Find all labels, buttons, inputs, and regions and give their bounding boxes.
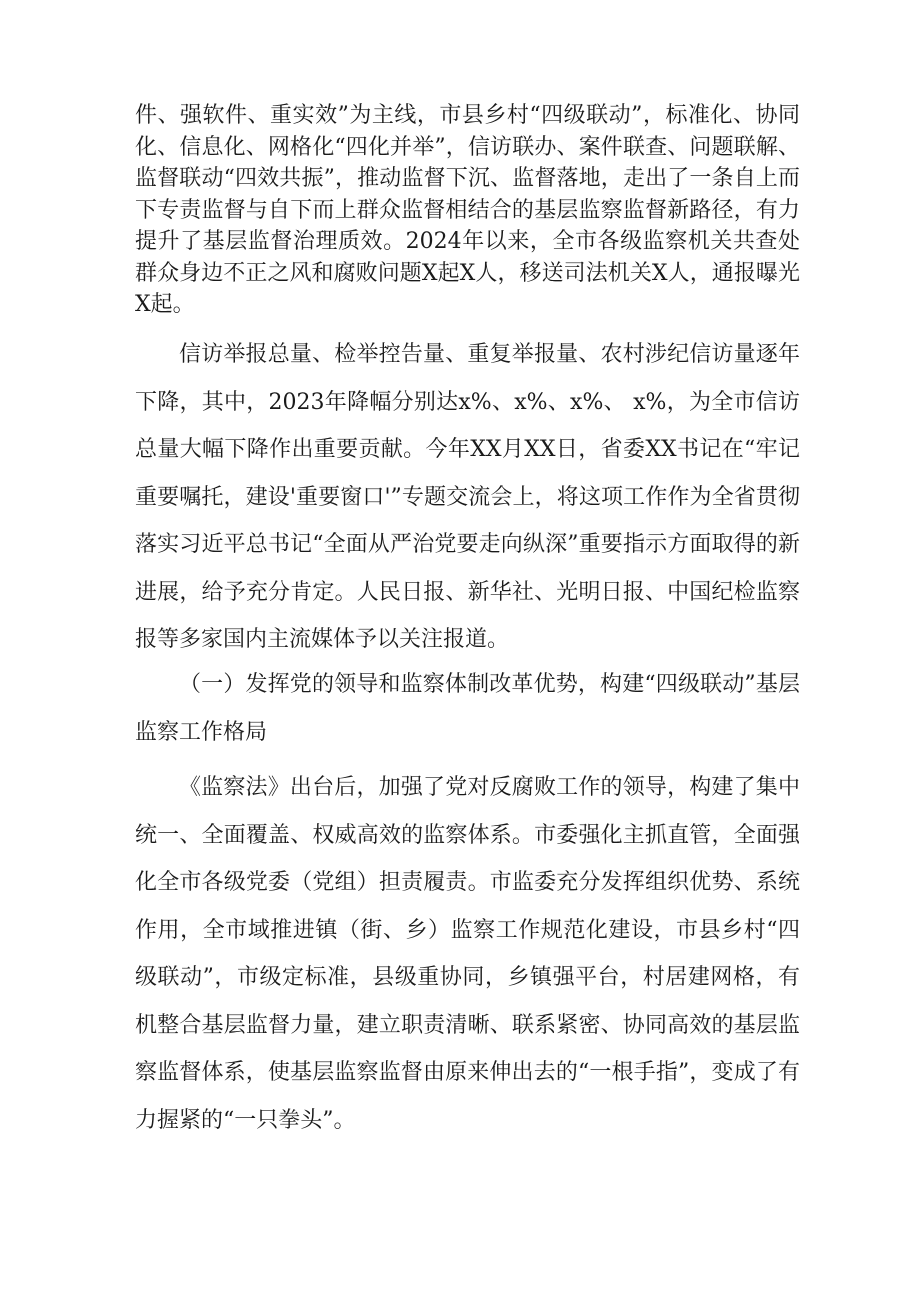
paragraph-continued-intro: 件、强软件、重实效”为主线，市县乡村“四级联动”，标准化、协同化、信息化、网格化“四化并举”，信访联办、案件联查、问题联解、监督联动“四效共振”，推动监督下沉、监督落地，走出了一条自上而下专责监督与自下而上群众监督相结合的基层监察监督新路径，有力提升了基层监督治理质效。2024年以来，全市各级监察机关共查处群众身边不正之风和腐败问题X起X人，移送司法机关X人，通报曝光X起。 (135, 103, 800, 317)
paragraph-supervision-law: 《监察法》出台后，加强了党对反腐败工作的领导，构建了集中统一、全面覆盖、权威高效的监察体系。市委强化主抓直管，全面强化全市各级党委（党组）担责履责。市监委充分发挥组织优势、系统作用，全市域推进镇（街、乡）监察工作规范化建设，市县乡村“四级联动”，市级定标准，县级重协同，乡镇强平台，村居建网格，有机整合基层监督力量，建立职责清晰、联系紧密、协同高效的基层监察监督体系，使基层监察监督由原来伸出去的“一根手指”，变成了有力握紧的“一只拳头”。 (135, 775, 800, 1133)
section-heading-1: （一）发挥党的领导和监察体制改革优势，构建“四级联动”基层监察工作格局 (135, 672, 800, 745)
paragraph-petition-results: 信访举报总量、检举控告量、重复举报量、农村涉纪信访量逐年下降，其中，2023年降幅分别达x%、x%、x%、 x%，为全市信访总量大幅下降作出重要贡献。今年XX月XX日，省委XX书记在“牢记重要嘱托，建设'重要窗口'”专题交流会上，将这项工作作为全省贯彻落实习近平总书记“全面从严治党要走向纵深”重要指示方面取得的新进展，给予充分肯定。人民日报、新华社、光明日报、中国纪检监察报等多家国内主流媒体予以关注报道。 (135, 342, 800, 652)
